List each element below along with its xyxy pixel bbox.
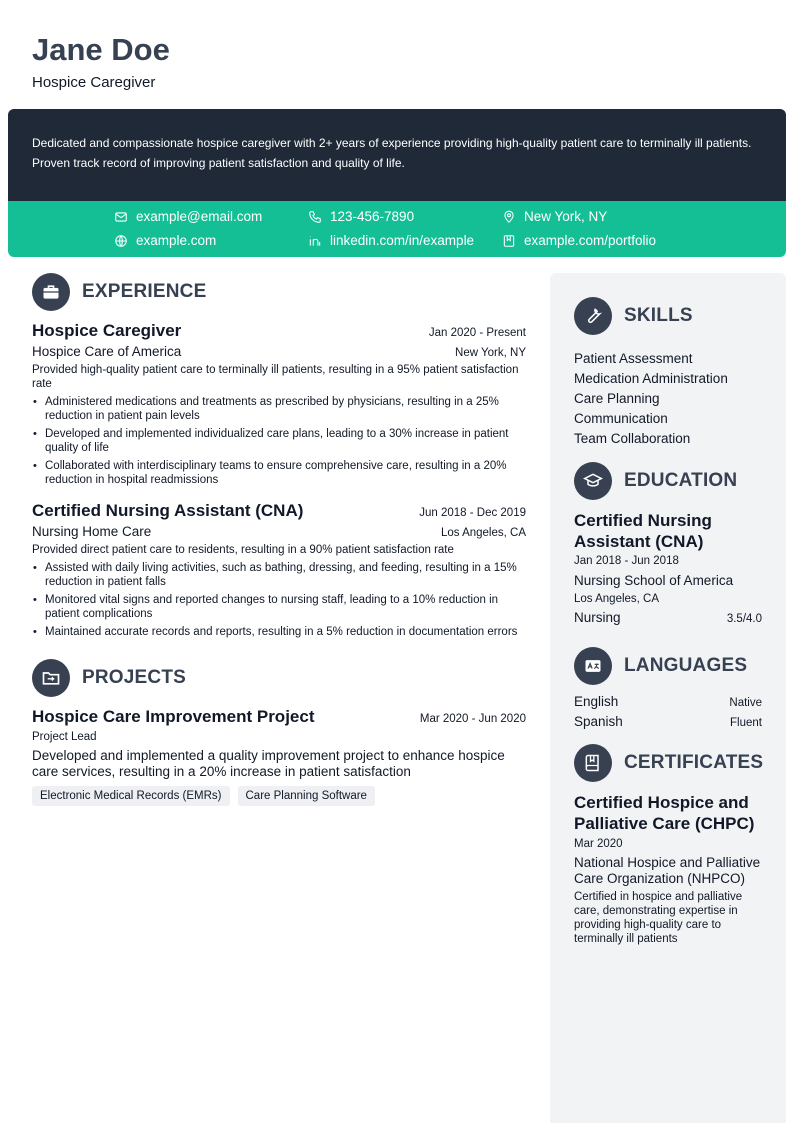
contact-phone[interactable] (308, 209, 414, 224)
skill-item: Communication (574, 411, 668, 426)
skill-item: Care Planning (574, 391, 660, 406)
education-dates: Jan 2018 - Jun 2018 (574, 555, 679, 567)
job-bullet: • Administered medications and treatments as prescribed by physicians, resulting in a 25% reduction in patient pain levels (32, 395, 526, 423)
language-level: Native (729, 697, 762, 709)
skill-item: Team Collaboration (574, 431, 691, 446)
job-bullet: • Developed and implemented individualized care plans, leading to a 30% increase in patient quality of life (32, 427, 526, 455)
job-title: Hospice Caregiver (32, 321, 182, 340)
certificates-title: CERTIFICATES (624, 752, 764, 773)
job-bullets (32, 561, 526, 639)
contact-website[interactable] (114, 233, 216, 248)
contact-email-text: example@email.com (136, 209, 263, 224)
education-heading (574, 462, 762, 500)
job-location: New York, NY (455, 347, 526, 359)
language-row (574, 713, 762, 733)
skills-badge (574, 297, 612, 335)
projects-badge (32, 659, 70, 697)
job-bullet: • Maintained accurate records and reports, resulting in a 5% reduction in documentation errors (32, 625, 526, 639)
job-dates: Jan 2020 - Present (428, 327, 526, 339)
education-title: EDUCATION (624, 470, 738, 491)
languages-list (574, 693, 762, 733)
job-company: Nursing Home Care (32, 524, 152, 539)
certificate-name: Certified Hospice and Palliative Care (CHPC) (574, 793, 755, 833)
project-tag: Care Planning Software (238, 786, 375, 806)
experience-heading (32, 273, 526, 311)
education-location: Los Angeles, CA (574, 593, 660, 605)
summary-band (8, 109, 786, 201)
job-description: Provided direct patient care to residents, resulting in a 90% patient satisfaction rate (32, 544, 454, 556)
language-level: Fluent (730, 717, 762, 729)
language-row (574, 693, 762, 713)
contact-phone-text: 123-456-7890 (330, 209, 415, 224)
education-badge (574, 462, 612, 500)
skill-item: Medication Administration (574, 371, 728, 386)
project-dates: Mar 2020 - Jun 2020 (419, 713, 526, 725)
job-bullet: • Monitored vital signs and reported changes to nursing staff, leading to a 10% reduction in patient complications (32, 593, 526, 621)
job-bullet: • Assisted with daily living activities, such as bathing, dressing, and feeding, resulting in a 15% reduction in patient falls (32, 561, 526, 589)
portfolio-icon (502, 234, 516, 248)
education-field: Nursing (574, 610, 621, 625)
certificate-description: Certified in hospice and palliative care, demonstrating expertise in providing high-quality care to terminally ill patients (574, 891, 743, 945)
certificate-date: Mar 2020 (574, 838, 623, 850)
contact-location (502, 209, 607, 224)
languages-heading (574, 647, 762, 685)
linkedin-icon (308, 234, 322, 248)
mail-icon (114, 210, 128, 224)
contact-band (8, 201, 786, 257)
candidate-title: Hospice Caregiver (32, 74, 156, 91)
skills-heading (574, 297, 762, 335)
job-location: Los Angeles, CA (440, 527, 526, 539)
project-tags (32, 786, 526, 806)
job-company: Hospice Care of America (32, 344, 182, 359)
job-dates: Jun 2018 - Dec 2019 (419, 507, 526, 519)
main-column (32, 273, 526, 806)
wrench-icon (583, 306, 603, 326)
contact-portfolio-text: example.com/portfolio (524, 233, 657, 248)
candidate-name: Jane Doe (32, 32, 170, 67)
skills-title: SKILLS (624, 305, 693, 326)
globe-icon (114, 234, 128, 248)
skills-list (574, 349, 762, 449)
certificates-heading (574, 744, 762, 782)
experience-badge (32, 273, 70, 311)
book-icon (583, 753, 603, 773)
folder-icon (41, 668, 61, 688)
summary-text: Dedicated and compassionate hospice caregiver with 2+ years of experience providing high-quality patient care to terminally ill patients. Proven track record of improving patient satisfaction and quality of life. (32, 136, 752, 170)
language-name: Spanish (574, 714, 623, 729)
sidebar (550, 273, 786, 1123)
phone-icon (308, 210, 322, 224)
languages-title: LANGUAGES (624, 655, 748, 676)
project-title: Hospice Care Improvement Project (32, 707, 315, 726)
translate-icon (583, 656, 603, 676)
job-bullet: • Collaborated with interdisciplinary teams to ensure comprehensive care, resulting in a 20% reduction in hospital readmissions (32, 459, 526, 487)
graduation-cap-icon (583, 471, 603, 491)
project-tag: Electronic Medical Records (EMRs) (32, 786, 230, 806)
job-entry (32, 501, 526, 639)
experience-title: EXPERIENCE (82, 281, 207, 302)
job-bullets (32, 395, 526, 487)
briefcase-icon (41, 282, 61, 302)
job-description: Provided high-quality patient care to terminally ill patients, resulting in a 95% patient satisfaction rate (32, 364, 519, 390)
project-description: Developed and implemented a quality improvement project to enhance hospice care services, resulting in a 20% increase in patient satisfaction (32, 748, 505, 779)
education-field-row (574, 609, 762, 628)
certificates-badge (574, 744, 612, 782)
job-entry (32, 321, 526, 487)
resume-header (32, 30, 170, 91)
certificate-issuer: National Hospice and Palliative Care Organization (NHPCO) (574, 855, 761, 886)
education-school: Nursing School of America (574, 573, 734, 588)
project-role: Project Lead (32, 731, 97, 743)
contact-location-text: New York, NY (524, 209, 608, 224)
projects-title: PROJECTS (82, 667, 187, 688)
contact-email[interactable] (114, 209, 262, 224)
education-degree: Certified Nursing Assistant (CNA) (574, 511, 712, 551)
contact-website-text: example.com (136, 233, 217, 248)
projects-heading (32, 659, 526, 697)
languages-badge (574, 647, 612, 685)
location-pin-icon (502, 210, 516, 224)
education-gpa: 3.5/4.0 (726, 613, 762, 625)
contact-linkedin[interactable] (308, 233, 474, 248)
contact-linkedin-text: linkedin.com/in/example (330, 233, 475, 248)
language-name: English (574, 694, 619, 709)
job-title: Certified Nursing Assistant (CNA) (32, 501, 304, 520)
project-entry (32, 707, 526, 806)
contact-portfolio[interactable] (502, 233, 656, 248)
skill-item: Patient Assessment (574, 351, 693, 366)
